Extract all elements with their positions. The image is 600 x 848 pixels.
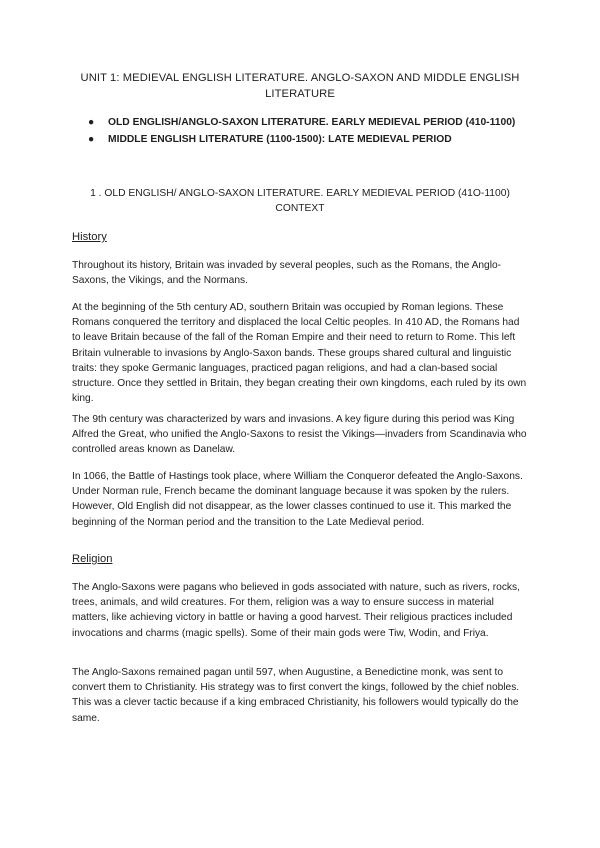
bullet-icon: ●	[88, 117, 95, 128]
religion-paragraph: The Anglo-Saxons remained pagan until 597, when Augustine, a Benedictine monk, was sent to convert them to Christianity. His strategy was to first convert the kings, followed by the chief nobles. This was a clever tactic because if a king embraced Christianity, his followers would typically do the same.	[72, 667, 520, 724]
history-paragraph: The 9th century was characterized by wars and invasions. A key figure during this period was King Alfred the Great, who unified the Anglo-Saxons to resist the Vikings—invaders from Scandinavia who controlled areas known as Danelaw.	[72, 414, 527, 456]
topic-list	[88, 115, 528, 149]
history-paragraph: At the beginning of the 5th century AD, southern Britain was occupied by Roman legions. These Romans conquered the territory and displaced the local Celtic peoples. In 410 AD, the Romans had to leave Britain because of the fall of the Roman Empire and their need to return to Rome. This left Britain vulnerable to invasions by Anglo-Saxon bands. These groups shared cultural and linguistic traits: they spoke Germanic languages, practiced pagan religions, and had a clan-based social structure. Once they settled in Britain, they began creating their own kingdoms, each ruled by its own king.	[72, 302, 527, 405]
history-heading: History	[72, 231, 107, 243]
topic-item	[88, 115, 528, 130]
topic-item-text: MIDDLE ENGLISH LITERATURE (1100-1500): LATE MEDIEVAL PERIOD	[108, 134, 452, 145]
history-paragraph: Throughout its history, Britain was invaded by several peoples, such as the Romans, the Anglo-Saxons, the Vikings, and the Normans.	[72, 260, 502, 287]
topic-item-text: OLD ENGLISH/ANGLO-SAXON LITERATURE. EARLY MEDIEVAL PERIOD (410-1100)	[108, 117, 516, 128]
page-title: UNIT 1: MEDIEVAL ENGLISH LITERATURE. ANGLO-SAXON AND MIDDLE ENGLISH LITERATURE	[80, 72, 520, 100]
religion-heading: Religion	[72, 553, 113, 565]
religion-paragraph: The Anglo-Saxons were pagans who believed in gods associated with nature, such as rivers, rocks, trees, animals, and wild creatures. For them, religion was a way to ensure success in material matters, like achieving victory in battle or having a good harvest. Their religious practices included invocations and charms (magic spells). Some of their main gods were Tiw, Wodin, and Friya.	[72, 582, 520, 639]
section-heading: 1 . OLD ENGLISH/ ANGLO-SAXON LITERATURE. EARLY MEDIEVAL PERIOD (41O-1100) CONTEXT	[90, 188, 510, 214]
topic-item	[88, 132, 528, 147]
bullet-icon: ●	[88, 134, 95, 145]
history-paragraph: In 1066, the Battle of Hastings took place, where William the Conqueror defeated the Anglo-Saxons. Under Norman rule, French became the dominant language because it was spoken by the rulers. However, Old English did not disappear, as the lower classes continued to use it. This marked the beginning of the Norman period and the transition to the Late Medieval period.	[72, 471, 523, 528]
